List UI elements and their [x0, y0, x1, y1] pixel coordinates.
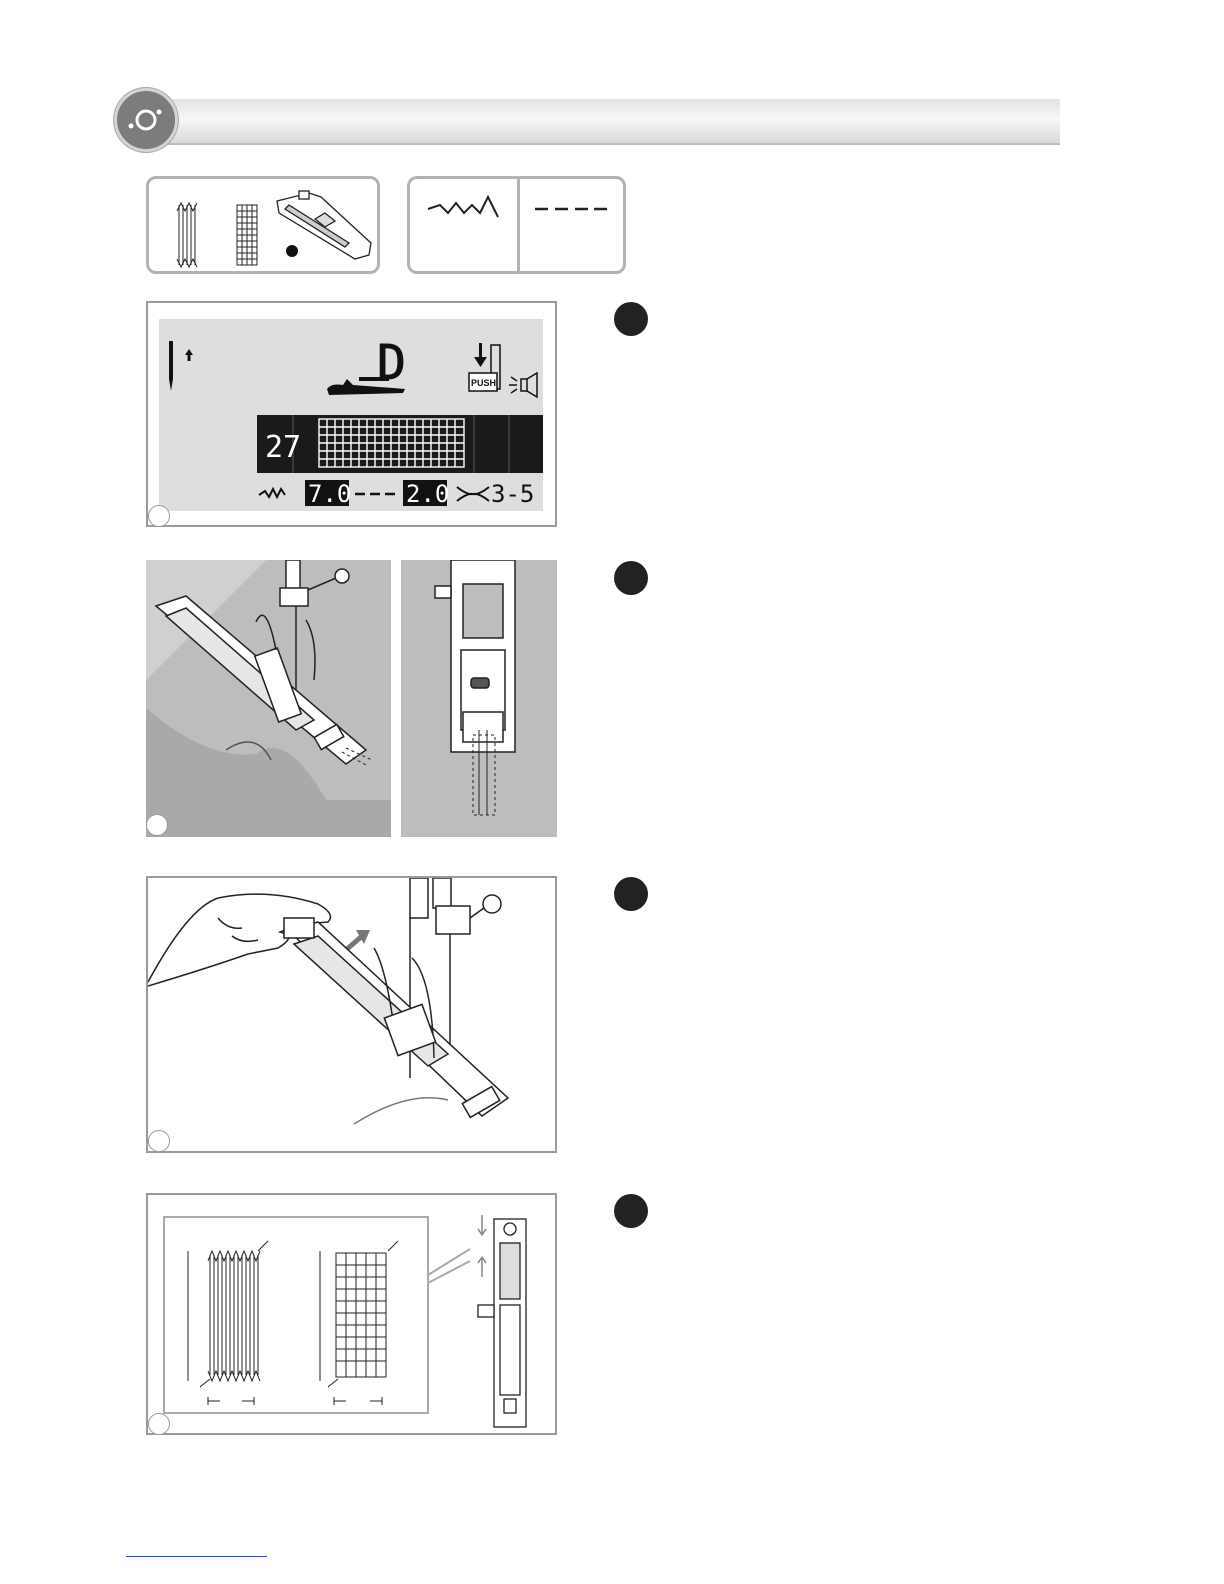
zigzag-width-icon: [428, 197, 498, 217]
lcd-letter: D: [377, 335, 406, 391]
satin-stitch-icon: [177, 203, 197, 267]
tension-value: 3-5: [491, 480, 535, 508]
tension-icon: [457, 487, 489, 501]
section-header-bar: [140, 99, 1060, 145]
buttonhole-foot-top-view: [478, 1219, 526, 1427]
grid-stitch-icon: [237, 205, 257, 265]
needle-up-icon: [169, 341, 193, 391]
length-value: 2.0: [406, 480, 450, 508]
figure-label-circle: [146, 814, 168, 836]
footer-link-underline: [126, 1556, 267, 1557]
width-zigzag-icon: [259, 489, 285, 497]
buttonhole-foot: [284, 918, 508, 1117]
pattern-number: 27: [265, 430, 302, 465]
foot-on-fabric-figure: [146, 560, 391, 837]
foot-top-view-figure: [401, 560, 557, 837]
presser-foot-indicator-box: [146, 176, 380, 274]
grid-stitch-diagram: [320, 1241, 398, 1405]
lcd-display-figure: [146, 301, 557, 527]
width-value: 7.0: [308, 480, 352, 508]
push-label: PUSH: [471, 378, 497, 388]
figure-label-circle: [148, 1130, 170, 1152]
step-badge-2: [614, 561, 648, 595]
stitch-size-diagram-figure: [146, 1193, 557, 1435]
buttonhole-foot-icon: [277, 191, 371, 259]
step-badge-4: [614, 1194, 648, 1228]
lcd-screen: [159, 319, 543, 511]
satin-stitch-diagram: [188, 1241, 268, 1405]
figure-label-circle: [148, 1413, 170, 1435]
push-lever-icon: [469, 343, 500, 391]
pull-buttonhole-lever-figure: [146, 876, 557, 1153]
figure-label-circle: [148, 505, 170, 527]
step-badge-1: [614, 302, 648, 336]
buzzer-icon: [509, 373, 537, 397]
stitch-setting-indicator-box: [407, 176, 626, 274]
sewing-circle-icon: [114, 88, 178, 152]
step-badge-3: [614, 877, 648, 911]
